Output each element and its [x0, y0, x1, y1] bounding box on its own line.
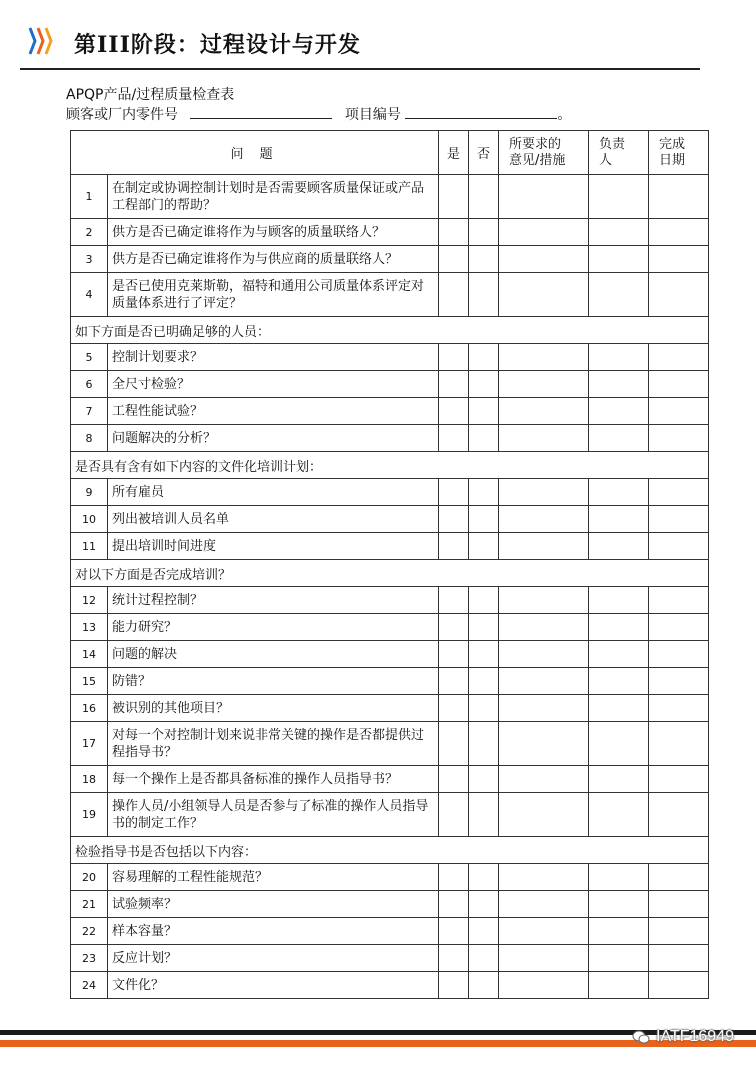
cell-completion-date[interactable]	[649, 614, 709, 641]
cell-completion-date[interactable]	[649, 533, 709, 560]
item-question: 在制定或协调控制计划时是否需要顾客质量保证或产品工程部门的帮助？	[108, 175, 439, 219]
cell-completion-date[interactable]	[649, 479, 709, 506]
project-no-field[interactable]	[405, 104, 557, 119]
cell-required-action[interactable]	[499, 175, 589, 219]
cell-required-action[interactable]	[499, 864, 589, 891]
item-question: 全尺寸检验？	[108, 371, 439, 398]
item-question: 是否已使用克莱斯勒，福特和通用公司质量体系评定对质量体系进行了评定？	[108, 273, 439, 317]
item-question: 问题解决的分析？	[108, 425, 439, 452]
cell-yes[interactable]	[439, 864, 469, 891]
cell-required-action[interactable]	[499, 506, 589, 533]
checklist-body	[71, 175, 709, 999]
cell-completion-date[interactable]	[649, 918, 709, 945]
cell-owner[interactable]	[589, 891, 649, 918]
table-row	[71, 219, 709, 246]
table-row	[71, 398, 709, 425]
cell-no[interactable]	[469, 175, 499, 219]
header-question: 问 题	[71, 131, 439, 175]
table-row	[71, 945, 709, 972]
item-number: 15	[71, 668, 108, 695]
item-number: 19	[71, 793, 108, 837]
cell-no[interactable]	[469, 641, 499, 668]
cell-yes[interactable]	[439, 972, 469, 999]
cell-yes[interactable]	[439, 918, 469, 945]
item-question: 试验频率？	[108, 891, 439, 918]
cell-completion-date[interactable]	[649, 506, 709, 533]
cell-owner[interactable]	[589, 668, 649, 695]
item-question: 统计过程控制？	[108, 587, 439, 614]
cell-completion-date[interactable]	[649, 972, 709, 999]
cell-required-action[interactable]	[499, 587, 589, 614]
cell-required-action[interactable]	[499, 246, 589, 273]
table-header-row	[71, 131, 709, 175]
table-row	[71, 722, 709, 766]
item-number: 12	[71, 587, 108, 614]
cell-required-action[interactable]	[499, 945, 589, 972]
cell-owner[interactable]	[589, 641, 649, 668]
item-question: 操作人员/小组领导人员是否参与了标准的操作人员指导书的制定工作？	[108, 793, 439, 837]
cell-no[interactable]	[469, 398, 499, 425]
cell-owner[interactable]	[589, 344, 649, 371]
cell-required-action[interactable]	[499, 219, 589, 246]
item-question: 工程性能试验？	[108, 398, 439, 425]
header-no: 否	[469, 131, 499, 175]
header-chevron-logo-icon	[28, 26, 56, 56]
cell-owner[interactable]	[589, 246, 649, 273]
cell-no[interactable]	[469, 533, 499, 560]
item-question: 能力研究？	[108, 614, 439, 641]
cell-required-action[interactable]	[499, 425, 589, 452]
item-number: 16	[71, 695, 108, 722]
cell-required-action[interactable]	[499, 398, 589, 425]
cell-owner[interactable]	[589, 398, 649, 425]
cell-required-action[interactable]	[499, 668, 589, 695]
cell-completion-date[interactable]	[649, 864, 709, 891]
table-row	[71, 344, 709, 371]
cell-yes[interactable]	[439, 219, 469, 246]
cell-yes[interactable]	[439, 246, 469, 273]
cell-no[interactable]	[469, 722, 499, 766]
cell-no[interactable]	[469, 864, 499, 891]
item-question: 供方是否已确定谁将作为与供应商的质量联络人？	[108, 246, 439, 273]
cell-no[interactable]	[469, 793, 499, 837]
table-row	[71, 479, 709, 506]
cell-completion-date[interactable]	[649, 344, 709, 371]
cell-yes[interactable]	[439, 945, 469, 972]
cell-required-action[interactable]	[499, 273, 589, 317]
item-question: 控制计划要求？	[108, 344, 439, 371]
item-number: 14	[71, 641, 108, 668]
item-question: 对每一个对控制计划来说非常关键的操作是否都提供过程指导书？	[108, 722, 439, 766]
section-heading: 对以下方面是否完成培训？	[71, 560, 709, 587]
table-row	[71, 864, 709, 891]
table-row	[71, 972, 709, 999]
table-row	[71, 273, 709, 317]
cell-completion-date[interactable]	[649, 175, 709, 219]
cell-yes[interactable]	[439, 641, 469, 668]
cell-no[interactable]	[469, 945, 499, 972]
item-question: 文件化？	[108, 972, 439, 999]
cell-yes[interactable]	[439, 722, 469, 766]
cell-owner[interactable]	[589, 766, 649, 793]
section-row	[71, 452, 709, 479]
item-question: 防错？	[108, 668, 439, 695]
table-row	[71, 668, 709, 695]
reference-line	[66, 104, 571, 124]
header-yes: 是	[439, 131, 469, 175]
item-number: 17	[71, 722, 108, 766]
header-date-line2: 日期	[659, 152, 686, 168]
cell-no[interactable]	[469, 668, 499, 695]
table-row	[71, 425, 709, 452]
cell-yes[interactable]	[439, 479, 469, 506]
cell-yes[interactable]	[439, 891, 469, 918]
item-question: 容易理解的工程性能规范？	[108, 864, 439, 891]
cell-completion-date[interactable]	[649, 722, 709, 766]
cell-yes[interactable]	[439, 793, 469, 837]
item-number: 11	[71, 533, 108, 560]
item-number: 4	[71, 273, 108, 317]
cell-required-action[interactable]	[499, 695, 589, 722]
table-row	[71, 533, 709, 560]
cell-no[interactable]	[469, 614, 499, 641]
item-number: 9	[71, 479, 108, 506]
customer-part-field[interactable]	[190, 104, 332, 119]
cell-owner[interactable]	[589, 918, 649, 945]
cell-completion-date[interactable]	[649, 371, 709, 398]
cell-yes[interactable]	[439, 506, 469, 533]
table-row	[71, 246, 709, 273]
cell-completion-date[interactable]	[649, 641, 709, 668]
cell-no[interactable]	[469, 246, 499, 273]
item-question: 列出被培训人员名单	[108, 506, 439, 533]
cell-required-action[interactable]	[499, 766, 589, 793]
cell-required-action[interactable]	[499, 793, 589, 837]
cell-yes[interactable]	[439, 766, 469, 793]
item-question: 被识别的其他项目？	[108, 695, 439, 722]
item-number: 8	[71, 425, 108, 452]
checklist-subtitle: APQP产品/过程质量检查表	[66, 87, 235, 103]
cell-yes[interactable]	[439, 398, 469, 425]
header-owner-line2: 人	[599, 152, 613, 168]
header-date-line1: 完成	[659, 136, 686, 152]
cell-completion-date[interactable]	[649, 425, 709, 452]
cell-no[interactable]	[469, 344, 499, 371]
cell-no[interactable]	[469, 219, 499, 246]
table-row	[71, 614, 709, 641]
item-number: 3	[71, 246, 108, 273]
checklist-table	[70, 130, 709, 999]
project-no-label: 项目编号	[344, 107, 401, 123]
table-row	[71, 695, 709, 722]
watermark-text: IATF16949	[656, 1028, 734, 1045]
item-number: 7	[71, 398, 108, 425]
cell-owner[interactable]	[589, 506, 649, 533]
cell-no[interactable]	[469, 972, 499, 999]
item-number: 24	[71, 972, 108, 999]
item-number: 23	[71, 945, 108, 972]
item-number: 18	[71, 766, 108, 793]
table-row	[71, 891, 709, 918]
cell-required-action[interactable]	[499, 614, 589, 641]
cell-no[interactable]	[469, 766, 499, 793]
cell-completion-date[interactable]	[649, 587, 709, 614]
cell-completion-date[interactable]	[649, 398, 709, 425]
cell-owner[interactable]	[589, 425, 649, 452]
header-owner-line1: 负责	[599, 136, 626, 152]
item-question: 反应计划？	[108, 945, 439, 972]
cell-required-action[interactable]	[499, 344, 589, 371]
cell-no[interactable]	[469, 506, 499, 533]
table-row	[71, 371, 709, 398]
cell-required-action[interactable]	[499, 641, 589, 668]
cell-owner[interactable]	[589, 587, 649, 614]
cell-completion-date[interactable]	[649, 891, 709, 918]
cell-owner[interactable]	[589, 175, 649, 219]
cell-completion-date[interactable]	[649, 695, 709, 722]
item-question: 每一个操作上是否都具备标准的操作人员指导书？	[108, 766, 439, 793]
cell-yes[interactable]	[439, 175, 469, 219]
section-row	[71, 560, 709, 587]
cell-owner[interactable]	[589, 614, 649, 641]
table-row	[71, 793, 709, 837]
cell-owner[interactable]	[589, 219, 649, 246]
cell-completion-date[interactable]	[649, 945, 709, 972]
item-number: 10	[71, 506, 108, 533]
section-row	[71, 317, 709, 344]
item-number: 13	[71, 614, 108, 641]
cell-no[interactable]	[469, 587, 499, 614]
cell-yes[interactable]	[439, 614, 469, 641]
header-completion-date	[649, 131, 709, 175]
item-number: 22	[71, 918, 108, 945]
cell-required-action[interactable]	[499, 918, 589, 945]
cell-owner[interactable]	[589, 273, 649, 317]
cell-required-action[interactable]	[499, 371, 589, 398]
item-question: 样本容量？	[108, 918, 439, 945]
title-divider	[20, 68, 700, 70]
cell-no[interactable]	[469, 273, 499, 317]
cell-owner[interactable]	[589, 793, 649, 837]
item-number: 20	[71, 864, 108, 891]
end-mark: 。	[557, 107, 572, 123]
item-number: 6	[71, 371, 108, 398]
watermark	[632, 1028, 734, 1046]
cell-yes[interactable]	[439, 425, 469, 452]
header-required-line1: 所要求的	[509, 136, 562, 152]
table-row	[71, 587, 709, 614]
cell-no[interactable]	[469, 918, 499, 945]
wechat-icon	[632, 1029, 650, 1045]
section-heading: 检验指导书是否包括以下内容：	[71, 837, 709, 864]
cell-owner[interactable]	[589, 479, 649, 506]
cell-completion-date[interactable]	[649, 793, 709, 837]
cell-owner[interactable]	[589, 533, 649, 560]
cell-required-action[interactable]	[499, 891, 589, 918]
item-question: 提出培训时间进度	[108, 533, 439, 560]
cell-owner[interactable]	[589, 695, 649, 722]
item-number: 21	[71, 891, 108, 918]
header-required-action	[499, 131, 589, 175]
table-row	[71, 175, 709, 219]
section-row	[71, 837, 709, 864]
page-title: 第III阶段：过程设计与开发	[74, 32, 361, 58]
cell-completion-date[interactable]	[649, 219, 709, 246]
cell-completion-date[interactable]	[649, 273, 709, 317]
table-row	[71, 641, 709, 668]
cell-no[interactable]	[469, 425, 499, 452]
table-row	[71, 766, 709, 793]
cell-completion-date[interactable]	[649, 246, 709, 273]
cell-no[interactable]	[469, 891, 499, 918]
cell-owner[interactable]	[589, 864, 649, 891]
cell-owner[interactable]	[589, 722, 649, 766]
cell-yes[interactable]	[439, 695, 469, 722]
header-required-line2: 意见/措施	[509, 152, 566, 168]
cell-yes[interactable]	[439, 344, 469, 371]
cell-no[interactable]	[469, 371, 499, 398]
cell-yes[interactable]	[439, 273, 469, 317]
cell-required-action[interactable]	[499, 479, 589, 506]
item-question: 问题的解决	[108, 641, 439, 668]
item-number: 1	[71, 175, 108, 219]
cell-owner[interactable]	[589, 371, 649, 398]
item-number: 2	[71, 219, 108, 246]
table-row	[71, 506, 709, 533]
item-question: 所有雇员	[108, 479, 439, 506]
cell-owner[interactable]	[589, 945, 649, 972]
table-row	[71, 918, 709, 945]
cell-yes[interactable]	[439, 668, 469, 695]
cell-yes[interactable]	[439, 587, 469, 614]
cell-required-action[interactable]	[499, 972, 589, 999]
cell-yes[interactable]	[439, 533, 469, 560]
section-heading: 如下方面是否已明确足够的人员：	[71, 317, 709, 344]
cell-required-action[interactable]	[499, 722, 589, 766]
cell-required-action[interactable]	[499, 533, 589, 560]
cell-no[interactable]	[469, 479, 499, 506]
item-question: 供方是否已确定谁将作为与顾客的质量联络人？	[108, 219, 439, 246]
cell-yes[interactable]	[439, 371, 469, 398]
cell-no[interactable]	[469, 695, 499, 722]
cell-completion-date[interactable]	[649, 668, 709, 695]
header-owner	[589, 131, 649, 175]
customer-part-label: 顾客或厂内零件号	[66, 107, 178, 123]
section-heading: 是否具有含有如下内容的文件化培训计划：	[71, 452, 709, 479]
item-number: 5	[71, 344, 108, 371]
cell-completion-date[interactable]	[649, 766, 709, 793]
cell-owner[interactable]	[589, 972, 649, 999]
